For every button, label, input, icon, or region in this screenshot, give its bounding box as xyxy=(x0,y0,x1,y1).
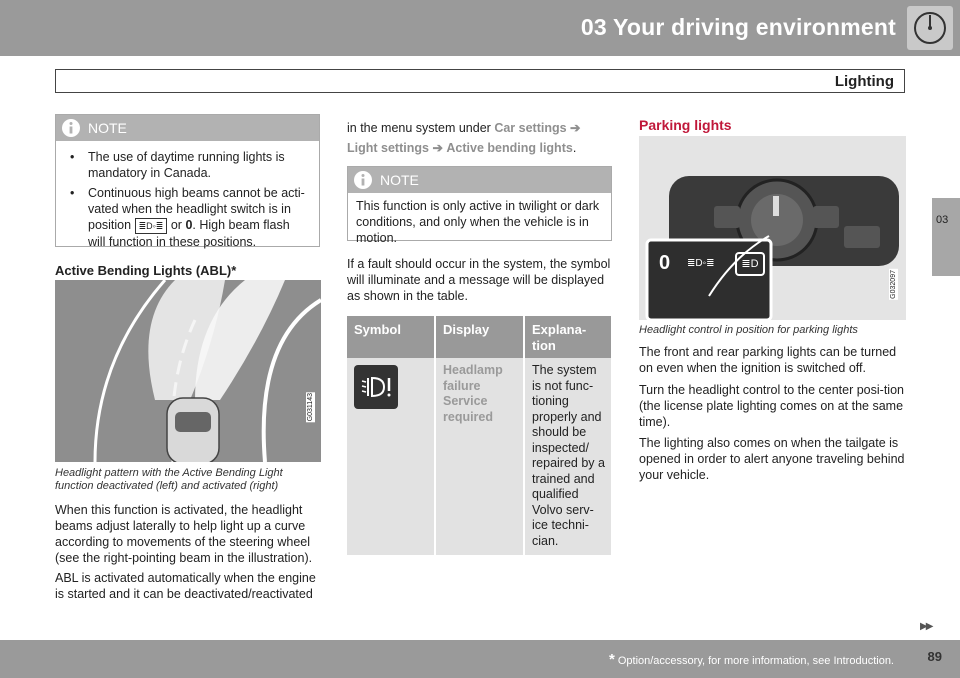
arrow-right-icon: ➔ xyxy=(570,121,581,135)
figure-code: G031143 xyxy=(307,392,314,421)
footer-bar xyxy=(0,640,960,678)
parking-caption: Headlight control in position for parking lights xyxy=(639,324,858,336)
abl-caption: Headlight pattern with the Active Bending Light function deactivated (left) and activated (right) xyxy=(55,467,283,492)
table-header-display: Display xyxy=(435,316,524,358)
main-beam-icon: ≣D◦≣ xyxy=(135,218,168,234)
table-row xyxy=(347,358,611,555)
headlight-control-illustration xyxy=(639,136,906,320)
chapter-title: 03 Your driving environment xyxy=(580,14,896,40)
note-label: NOTE xyxy=(380,172,419,188)
parking-paragraph-2: Turn the headlight control to the center posi-tion (the license plate lighting comes on at the same time). xyxy=(639,383,904,429)
menu-link-car-settings[interactable]: Car settings xyxy=(494,121,567,135)
parking-lights-heading: Parking lights xyxy=(639,117,732,133)
chapter-header-bar xyxy=(0,0,960,56)
info-icon xyxy=(61,118,81,138)
next-page-arrows[interactable]: ▶▶ xyxy=(920,621,932,632)
gauge-icon xyxy=(907,6,953,50)
note-text: This function is only active in twilight or dark conditions, and only when the vehicle is in motion. xyxy=(356,199,600,245)
abl-illustration xyxy=(55,280,321,462)
main-beam-icon: ≣D◦≣ xyxy=(687,258,715,269)
table-header-row xyxy=(347,316,611,358)
chapter-tab[interactable] xyxy=(932,198,960,276)
section-title: Lighting xyxy=(834,73,894,90)
parking-light-icon: ≣D xyxy=(735,252,765,276)
note-header xyxy=(56,115,319,141)
note-list xyxy=(56,141,319,262)
table-cell-symbol xyxy=(347,358,435,555)
section-header xyxy=(55,69,905,93)
menu-link-light-settings[interactable]: Light settings xyxy=(347,141,429,155)
info-icon xyxy=(353,170,373,190)
table-cell-explanation: The system is not func-tioning properly and should be inspected/ repaired by a trained and qualified Volvo serv-ice techni-cian. xyxy=(524,358,611,555)
fault-table xyxy=(347,316,611,555)
menu-path-paragraph: in the menu system under Car settings ➔ Light settings ➔ Active bending lights. xyxy=(347,121,581,155)
headlight-fault-icon xyxy=(354,365,398,409)
parking-paragraph-1: The front and rear parking lights can be turned on even when the ignition is switched off. xyxy=(639,345,897,375)
table-header-explanation: Explana-tion xyxy=(524,316,611,358)
table-header-symbol: Symbol xyxy=(347,316,435,358)
note-item: • Continuous high beams cannot be acti-vated when the headlight switch is in position ≣D◦≣ or 0. High beam flash will function in these positions. xyxy=(68,185,309,250)
fault-paragraph: If a fault should occur in the system, the symbol will illuminate and a message will be displayed as shown in the table. xyxy=(347,257,611,303)
arrow-right-icon: ➔ xyxy=(432,141,443,155)
note-box-left xyxy=(55,114,320,247)
note-label: NOTE xyxy=(88,120,127,136)
page-number: 89 xyxy=(927,649,942,664)
abl-paragraph-1: When this function is activated, the headlight beams adjust laterally to help light up a curve according to movements of the steering wheel (see the right-pointing beam in the illustration). xyxy=(55,503,313,565)
table-cell-display: Headlamp failure Service required xyxy=(435,358,524,555)
note-box-middle xyxy=(347,166,612,245)
abl-heading: Active Bending Lights (ABL)* xyxy=(55,263,237,278)
note-header xyxy=(348,167,611,193)
abl-paragraph-2: ABL is activated automatically when the engine is started and it can be deactivated/reactivated xyxy=(55,571,316,601)
chapter-tab-label: 03 xyxy=(936,214,949,226)
note-item: • The use of daytime running lights is mandatory in Canada. xyxy=(68,149,309,181)
footnote: * Option/accessory, for more information, see Introduction. xyxy=(608,651,894,668)
menu-link-active-bending-lights[interactable]: Active bending lights xyxy=(446,141,573,155)
figure-code: G032097 xyxy=(890,270,897,299)
parking-paragraph-3: The lighting also comes on when the tailgate is opened in order to alert anyone traveling behind your vehicle. xyxy=(639,436,905,482)
position-zero-label: 0 xyxy=(659,252,671,274)
